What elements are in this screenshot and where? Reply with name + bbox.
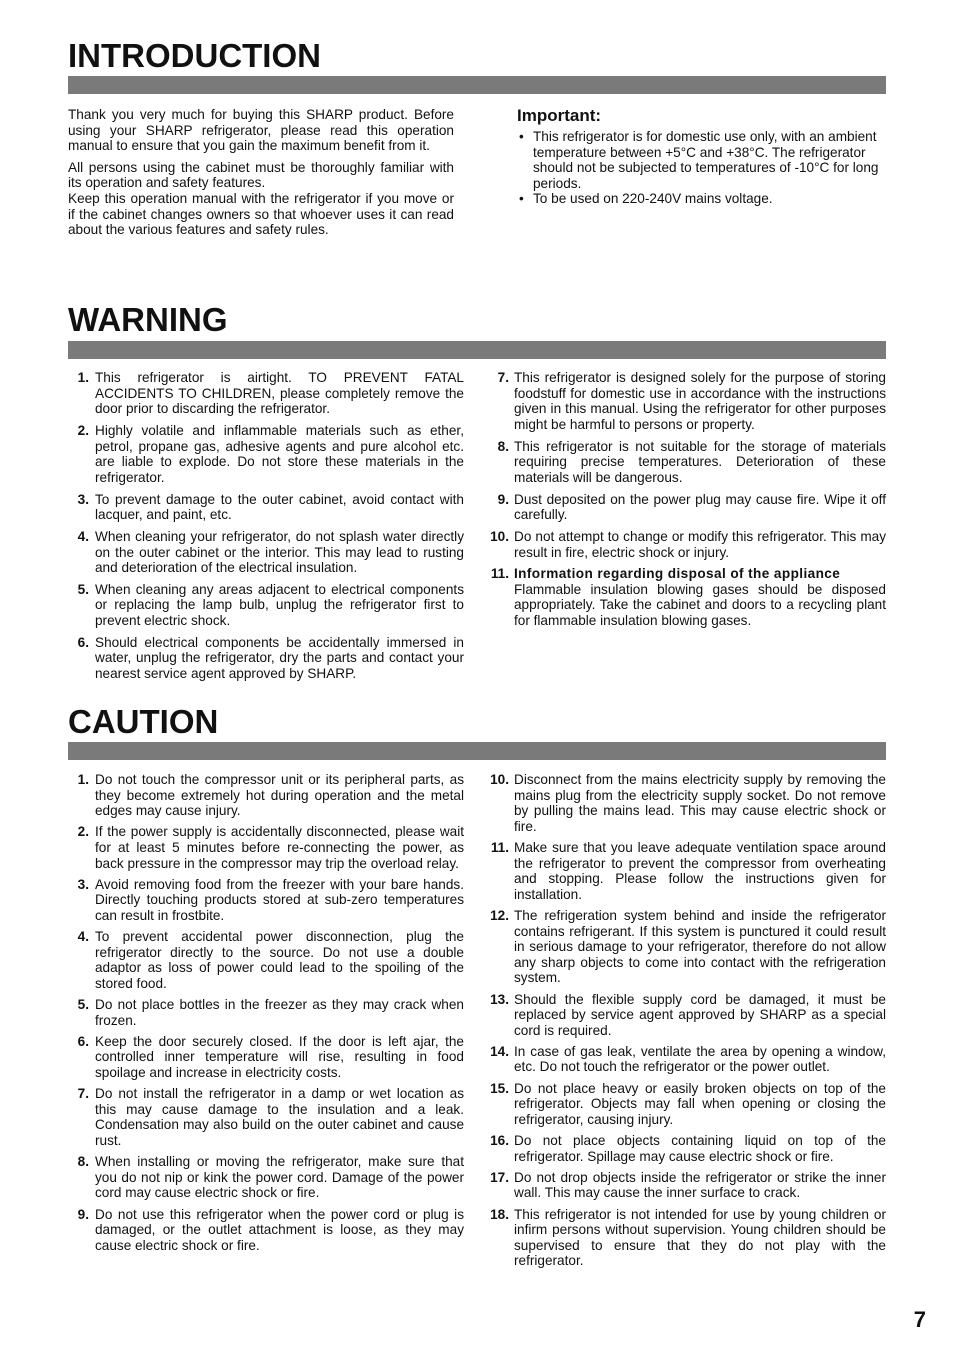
introduction-divider xyxy=(68,76,886,94)
caution-item: 3. Avoid removing food from the freezer with your bare hands. Directly touching products stored at sub-zero temperatures can result in frostbite. xyxy=(77,876,464,923)
warning-item: 2. Highly volatile and inflammable materials such as ether, petrol, propane gas, adhesive agents and pure alcohol etc. are liable to explode. Do not store these materials in the refrigerator. xyxy=(77,422,464,485)
warning-item: 9. Dust deposited on the power plug may cause fire. Wipe it off carefully. xyxy=(497,491,886,523)
introduction-heading: INTRODUCTION xyxy=(68,37,321,74)
caution-item: 8. When installing or moving the refrigerator, make sure that you do not nip or kink the power cord. Damage of the power cord may cause electric shock or fire. xyxy=(77,1154,464,1201)
intro-paragraph: All persons using the cabinet must be thoroughly familiar with its operation and safety features. xyxy=(68,159,454,191)
caution-item: 17. Do not drop objects inside the refrigerator or strike the inner wall. This may cause the inner surface to crack. xyxy=(490,1169,886,1201)
caution-item: 5. Do not place bottles in the freezer as they may crack when frozen. xyxy=(77,997,464,1028)
important-item: • This refrigerator is for domestic use only, with an ambient temperature between +5°C and +38°C. The refrigerator should not be subjected to temperatures of -10°C for long periods. xyxy=(519,129,879,191)
intro-paragraph: Thank you very much for buying this SHARP product. Before using your SHARP refrigerator, please read this operation manual to ensure that you gain the maximum benefit from it. xyxy=(68,107,454,154)
warning-heading: WARNING xyxy=(68,301,228,338)
important-list xyxy=(517,129,886,207)
warning-item: 10. Do not attempt to change or modify this refrigerator. This may result in fire, electric shock or injury. xyxy=(490,528,886,560)
page-number: 7 xyxy=(913,1307,926,1332)
warning-item: 7. This refrigerator is designed solely for the purpose of storing foodstuff for domestic use in accordance with the instructions given in this manual. Using the refrigerator for other purposes might be harmful to persons or property. xyxy=(497,370,886,432)
caution-item: 7. Do not install the refrigerator in a damp or wet location as this may cause damage to the insulation and a leak. Condensation may also build on the outer cabinet and cause rust. xyxy=(77,1086,464,1149)
caution-item: 18. This refrigerator is not intended for use by young children or infirm persons without supervision. Young children should be supervised to ensure that they do not play with the refrigerator. xyxy=(490,1206,886,1269)
warning-left-column xyxy=(68,370,464,688)
caution-item: 16. Do not place objects containing liquid on top of the refrigerator. Spillage may cause electric shock or fire. xyxy=(490,1133,886,1164)
caution-item: 9. Do not use this refrigerator when the power cord or plug is damaged, or the outlet attachment is loose, as they may cause electric shock or fire. xyxy=(77,1206,464,1253)
disposal-heading: Information regarding disposal of the appliance xyxy=(514,566,841,582)
caution-right-column xyxy=(486,772,886,1275)
caution-left-column xyxy=(68,772,464,1259)
caution-item: 4. To prevent accidental power disconnection, plug the refrigerator directly to the source. Do not use a double adaptor as loss of power could lead to the spoiling of the stored food. xyxy=(77,929,464,991)
caution-item: 12. The refrigeration system behind and inside the refrigerator contains refrigerant. If this system is punctured it could result in serious damage to your refrigerator, therefore do not allow any sharp objects to come into contact with the refrigeration system. xyxy=(490,907,886,986)
caution-item: 6. Keep the door securely closed. If the door is left ajar, the controlled inner temperature will rise, resulting in food spoilage and increase in electricity costs. xyxy=(77,1033,464,1081)
caution-item: 11. Make sure that you leave adequate ventilation space around the refrigerator to prevent the compressor from overheating and stopping. Please follow the instructions given for installation. xyxy=(490,839,886,902)
warning-item: 3. To prevent damage to the outer cabinet, avoid contact with lacquer, and paint, etc. xyxy=(77,491,464,523)
caution-item: 14. In case of gas leak, ventilate the area by opening a window, etc. Do not touch the refrigerator or the power outlet. xyxy=(490,1043,886,1075)
warning-item: 8. This refrigerator is not suitable for the storage of materials requiring precise temperatures. Deterioration of these materials will be dangerous. xyxy=(497,438,886,485)
intro-paragraph: Keep this operation manual with the refrigerator if you move or if the cabinet changes owners so that whoever uses it can read about the various features and safety rules. xyxy=(68,190,454,238)
warning-divider xyxy=(68,341,886,359)
caution-divider xyxy=(68,742,886,760)
caution-item: 2. If the power supply is accidentally disconnected, please wait for at least 5 minutes before re-connecting the power, as back pressure in the compressor may trip the overload relay. xyxy=(77,824,464,871)
caution-item: 10. Disconnect from the mains electricity supply by removing the mains plug from the electricity supply socket. Do not remove by pulling the mains lead. This may cause electric shock or fire. xyxy=(490,772,886,834)
warning-item: 4. When cleaning your refrigerator, do not splash water directly on the outer cabinet or the interior. This may lead to rusting and deterioration of the electrical insulation. xyxy=(77,528,464,576)
warning-item: 5. When cleaning any areas adjacent to electrical components or replacing the lamp bulb, unplug the refrigerator first to prevent electric shock. xyxy=(77,581,464,629)
caution-item: 1. Do not touch the compressor unit or its peripheral parts, as they become extremely hot during operation and the metal edges may cause injury. xyxy=(77,772,464,819)
caution-item: 15. Do not place heavy or easily broken objects on top of the refrigerator. Objects may fall when opening or closing the refrigerator, causing injury. xyxy=(490,1080,886,1127)
important-box xyxy=(517,106,886,207)
warning-item: 1. This refrigerator is airtight. TO PREVENT FATAL ACCIDENTS TO CHILDREN, please completely remove the door prior to discarding the refrigerator. xyxy=(77,370,464,417)
warning-item: 6. Should electrical components be accidentally immersed in water, unplug the refrigerator, dry the parts and contact your nearest service agent approved by SHARP. xyxy=(77,634,464,682)
important-item: • To be used on 220-240V mains voltage. xyxy=(519,191,773,207)
important-title: Important: xyxy=(517,106,602,125)
warning-item: 11. Information regarding disposal of the appliance Flammable insulation blowing gases should be disposed appropriately. Take the cabinet and doors to a recycling plant for flammable insulation blowing gases. xyxy=(490,566,886,629)
bullet-icon: • xyxy=(519,129,524,144)
warning-right-column xyxy=(486,370,886,635)
introduction-text xyxy=(68,107,454,244)
caution-item: 13. Should the flexible supply cord be damaged, it must be replaced by service agent approved by SHARP as a special cord is required. xyxy=(490,991,886,1038)
caution-heading: CAUTION xyxy=(68,703,219,740)
bullet-icon: • xyxy=(519,191,524,207)
